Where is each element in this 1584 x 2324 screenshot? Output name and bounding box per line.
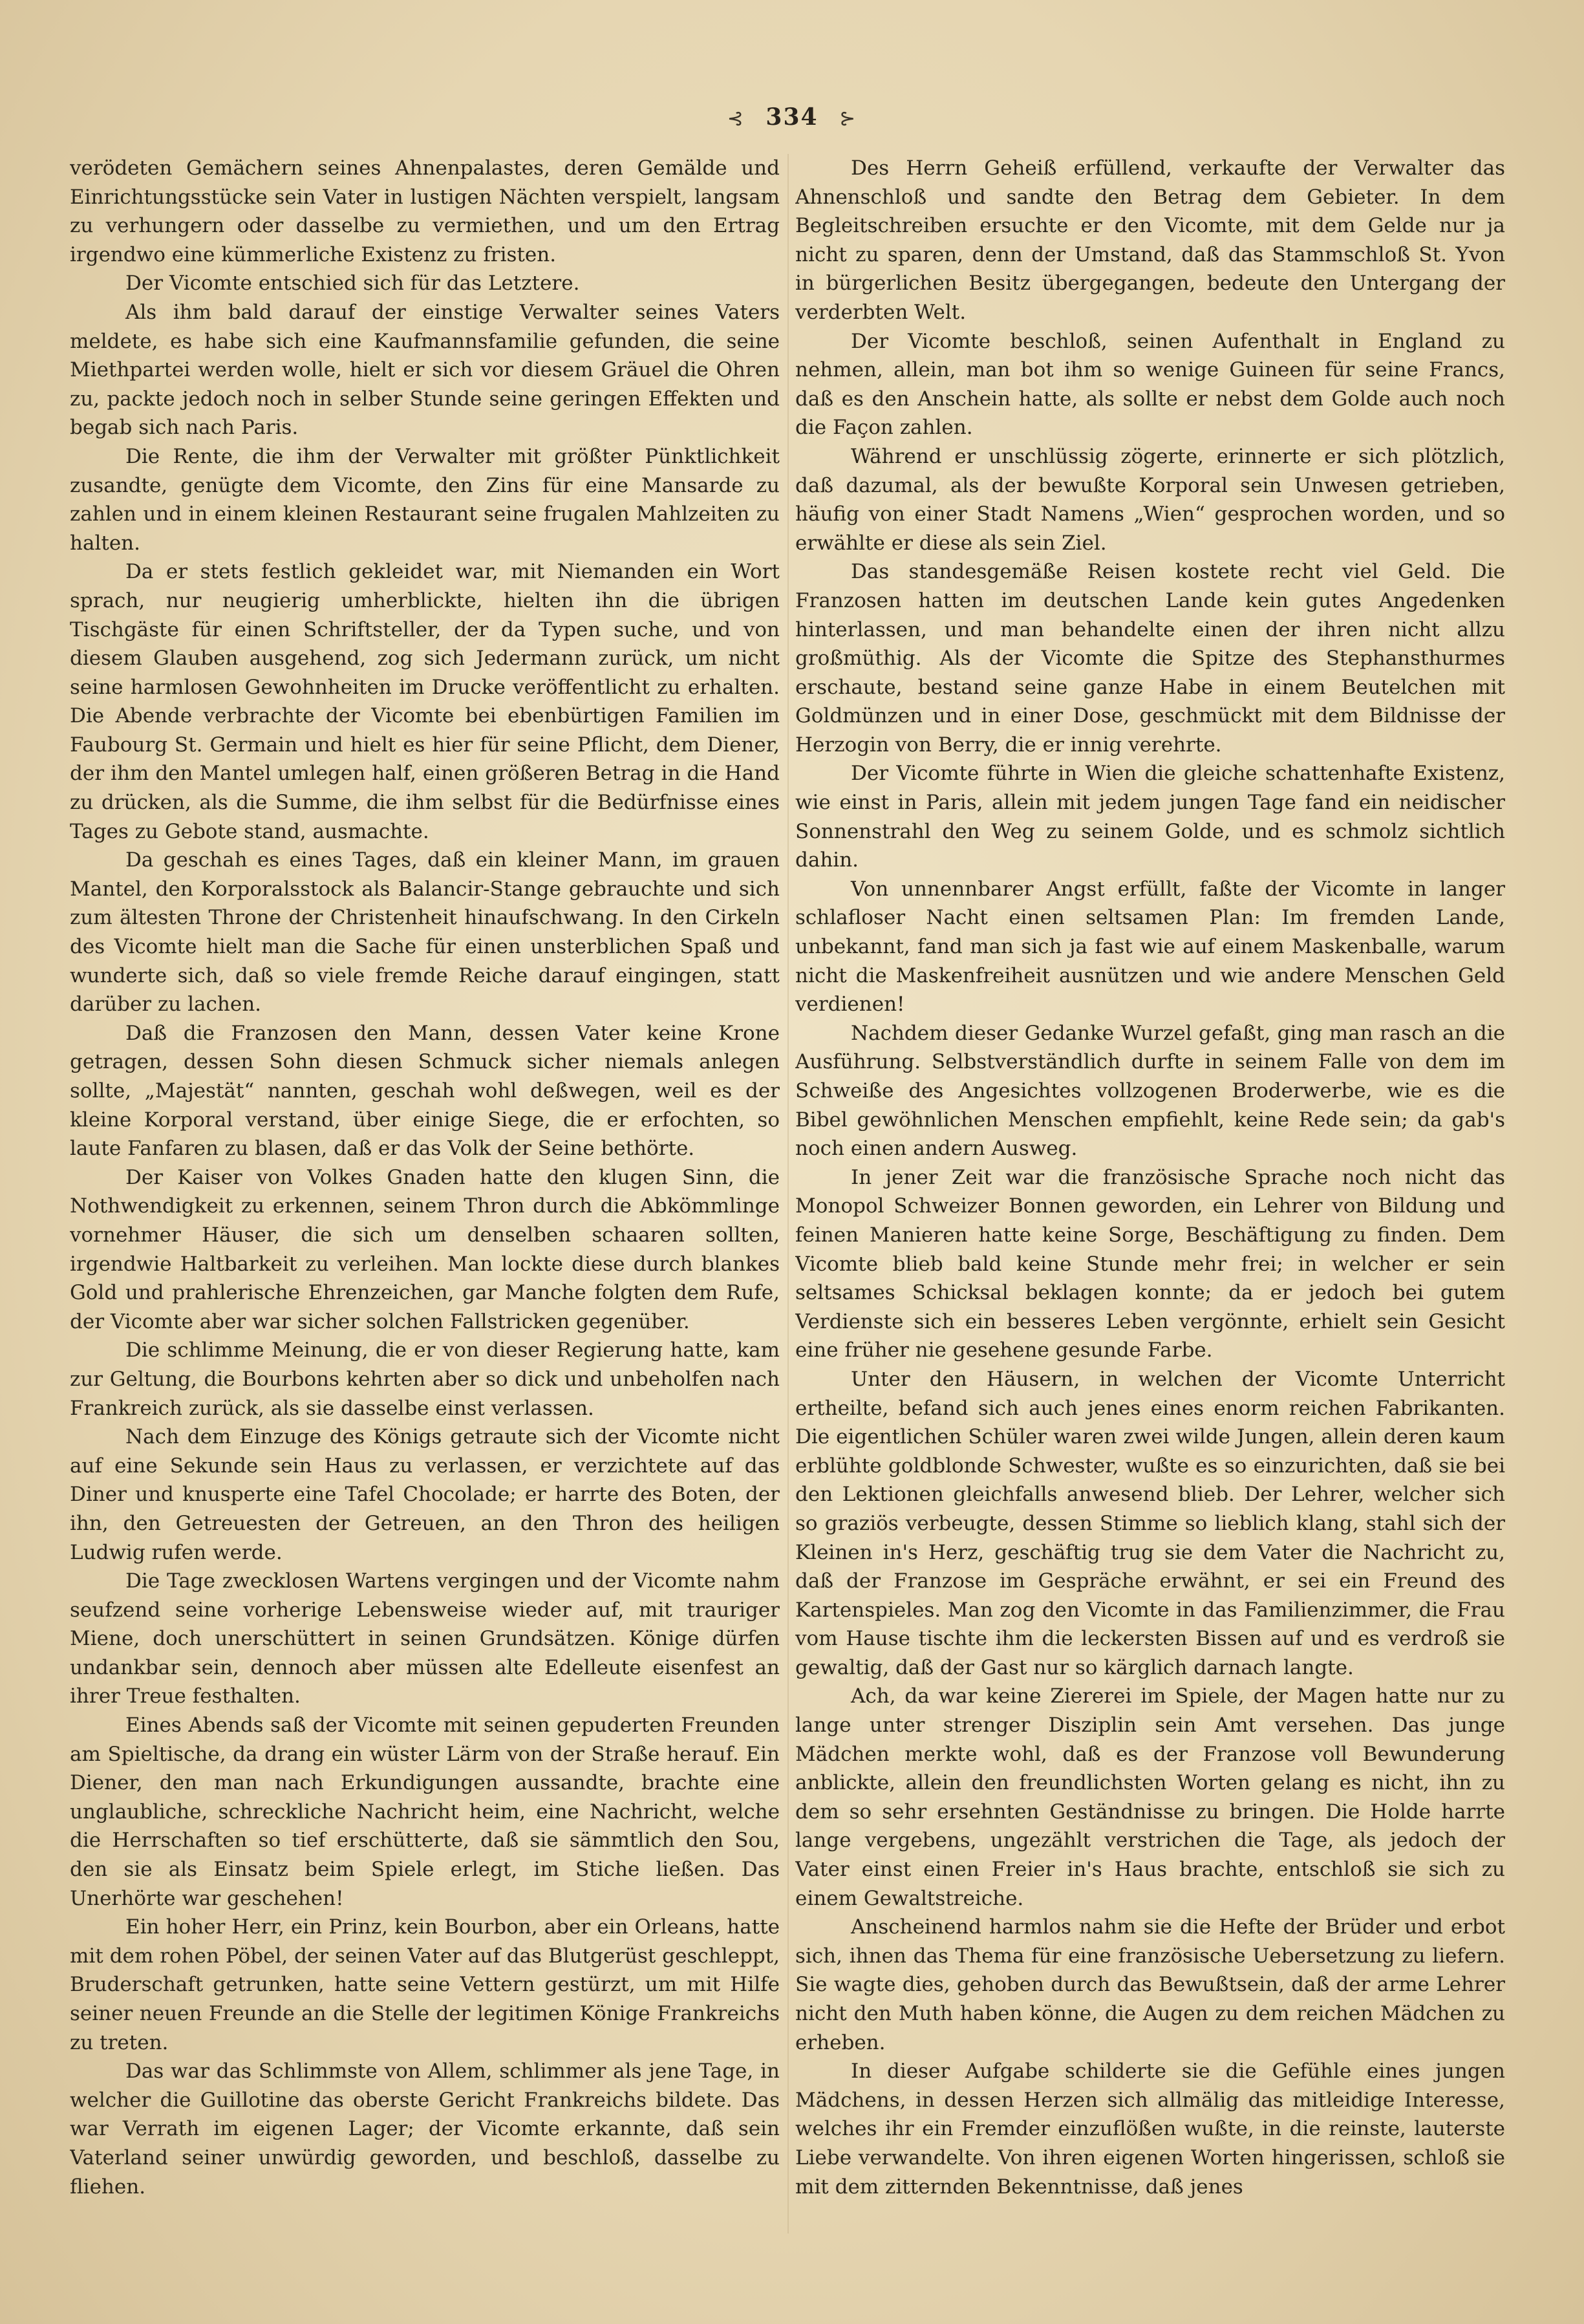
paragraph: Der Vicomte entschied sich für das Letztere. bbox=[125, 272, 580, 296]
paragraph: Das war das Schlimmste von Allem, schlimmer als jene Tage, in welcher die Guillotine das oberste Gericht Frankreichs bildete. Das war Verrath im eigenen Lager; der Vicomte erkannte, daß sein Vaterland seiner unwürdig geworden, und beschloß, dasselbe zu fliehen. bbox=[70, 2060, 780, 2199]
left-ornament-icon: ⊰ bbox=[727, 107, 745, 130]
paragraph: Der Kaiser von Volkes Gnaden hatte den klugen Sinn, die Nothwendigkeit zu erkennen, seinem Thron durch die Abkömmlinge vornehmer Häuser, die sich um denselben schaaren sollten, irgendwie Haltbarkeit zu verleihen. Man lockte diese durch blankes Gold und prahlerische Ehrenzeichen, gar Manche folgten dem Rufe, der Vicomte aber war sicher solchen Fallstricken gegenüber. bbox=[70, 1165, 780, 1333]
paragraph: Ach, da war keine Ziererei im Spiele, der Magen hatte nur zu lange unter strenger Disziplin sein Amt versehen. Das junge Mädchen merkte wohl, daß es der Franzose voll Bewunderung anblickte, allein den freundlichsten Worten gelang es nicht, ihn zu dem so sehr ersehnten Geständnisse zu bringen. Die Holde harrte lange vergebens, ungezählt verstrichen die Tage, als jedoch der Vater einst einen Freier in's Haus brachte, entschloß sie sich zu einem Gewaltstreiche. bbox=[795, 1684, 1505, 1910]
paragraph: Nach dem Einzuge des Königs getraute sich der Vicomte nicht auf eine Sekunde sein Haus zu verlassen, er verzichtete auf das Diner und knusperte eine Tafel Chocolade; er harrte des Boten, der ihn, den Getreuesten der Getreuen, an den Thron des heiligen Ludwig rufen werde. bbox=[70, 1425, 780, 1564]
paragraph: Nachdem dieser Gedanke Wurzel gefaßt, ging man rasch an die Ausführung. Selbstverständlich durfte in seinem Falle von dem im Schweiße des Angesichtes vollzogenen Broderwerbe, wie es die Bibel gewöhnlichen Menschen empfiehlt, keine Rede sein; da gab's noch einen andern Ausweg. bbox=[795, 1021, 1505, 1161]
right-column bbox=[795, 154, 1505, 2236]
paragraph: In dieser Aufgabe schilderte sie die Gefühle eines jungen Mädchens, in dessen Herzen sich allmälig das mitleidige Interesse, welches ihr ein Fremder einzuflößen wußte, in die reinste, lauterste Liebe verwandelte. Von ihren eigenen Worten hingerissen, schloß sie mit dem zitternden Bekenntnisse, daß jenes bbox=[795, 2060, 1505, 2199]
paragraph: Anscheinend harmlos nahm sie die Hefte der Brüder und erbot sich, ihnen das Thema für eine französische Uebersetzung zu liefern. Sie wagte dies, gehoben durch das Bewußtsein, daß der arme Lehrer nicht den Muth haben könne, die Augen zu dem reichen Mädchen zu erheben. bbox=[795, 1915, 1505, 2054]
paragraph: Die schlimme Meinung, die er von dieser Regierung hatte, kam zur Geltung, die Bourbons kehrten aber so dick und unbeholfen nach Frankreich zurück, als sie dasselbe einst verlassen. bbox=[70, 1339, 780, 1420]
paragraph: Die Rente, die ihm der Verwalter mit größter Pünktlichkeit zusandte, genügte dem Vicomte, den Zins für eine Mansarde zu zahlen und in einem kleinen Restaurant seine frugalen Mahlzeiten zu halten. bbox=[70, 444, 780, 555]
paragraph: Die Tage zwecklosen Wartens vergingen und der Vicomte nahm seufzend seine vorherige Lebensweise wieder auf, mit trauriger Miene, doch unerschüttert in seinen Grundsätzen. Könige dürfen undankbar sein, dennoch aber müssen alte Edelleute eisenfest an ihrer Treue festhalten. bbox=[70, 1569, 780, 1708]
page-header bbox=[0, 103, 1584, 131]
paragraph: Ein hoher Herr, ein Prinz, kein Bourbon, aber ein Orleans, hatte mit dem rohen Pöbel, der seinen Vater auf das Blutgerüst geschleppt, Bruderschaft getrunken, hatte seine Vettern gestürzt, um mit Hilfe seiner neuen Freunde an die Stelle der legitimen Könige Frankreichs zu treten. bbox=[70, 1915, 780, 2054]
right-ornament-icon: ⊱ bbox=[839, 107, 857, 130]
paragraph: Daß die Franzosen den Mann, dessen Vater keine Krone getragen, dessen Sohn diesen Schmuck sicher niemals anlegen sollte, „Majestät“ nannten, geschah wohl deßwegen, weil es der kleine Korporal verstand, über einige Siege, die er erfochten, so laute Fanfaren zu blasen, daß er das Volk der Seine bethörte. bbox=[70, 1021, 780, 1161]
paragraph: Als ihm bald darauf der einstige Verwalter seines Vaters meldete, es habe sich eine Kaufmannsfamilie gefunden, die seine Miethpartei werden wolle, hielt er sich vor diesem Gräuel die Ohren zu, packte jedoch noch in selber Stunde seine geringen Effekten und begab sich nach Paris. bbox=[70, 300, 780, 440]
paragraph: verödeten Gemächern seines Ahnenpalastes, deren Gemälde und Einrichtungsstücke sein Vater in lustigen Nächten verspielt, langsam zu verhungern oder dasselbe zu vermiethen, und um den Ertrag irgendwo eine kümmerliche Existenz zu fristen. bbox=[70, 156, 780, 266]
paragraph: Das standesgemäße Reisen kostete recht viel Geld. Die Franzosen hatten im deutschen Lande kein gutes Angedenken hinterlassen, und man behandelte einen der ihren nicht allzu großmüthig. Als der Vicomte die Spitze des Stephansthurmes erschaute, bestand seine ganze Habe in einem Beutelchen mit Goldmünzen und in einer Dose, geschmückt mit dem Bildnisse der Herzogin von Berry, die er innig verehrte. bbox=[795, 560, 1505, 757]
paragraph: In jener Zeit war die französische Sprache noch nicht das Monopol Schweizer Bonnen geworden, ein Lehrer von Bildung und feinen Manieren hatte keine Sorge, Beschäftigung zu finden. Dem Vicomte blieb bald keine Stunde mehr frei; in welcher er sein seltsames Schicksal beklagen konnte; da er jedoch bei gutem Verdienste sich ein besseres Leben vergönnte, erhielt sein Gesicht eine früher nie gesehene gesunde Farbe. bbox=[795, 1165, 1505, 1362]
paragraph: Unter den Häusern, in welchen der Vicomte Unterricht ertheilte, befand sich auch jenes eines enorm reichen Fabrikanten. Die eigentlichen Schüler waren zwei wilde Jungen, allein deren kaum erblühte goldblonde Schwester, wußte es so einzurichten, daß sie bei den Lektionen gleichfalls anwesend blieb. Der Lehrer, welcher sich so graziös verbeugte, dessen Stimme so lieblich klang, stahl sich der Kleinen in's Herz, geschäftig trug sie dem Vater die Nachricht zu, daß der Franzose im Gespräche erwähnt, er sei ein Freund des Kartenspieles. Man zog den Vicomte in das Familienzimmer, die Frau vom Hause tischte ihm die leckersten Bissen auf und es verdroß sie gewaltig, daß der Gast nur so kärglich darnach langte. bbox=[795, 1367, 1505, 1679]
page-number: 334 bbox=[765, 103, 819, 131]
column-divider bbox=[787, 154, 789, 2233]
paragraph: Während er unschlüssig zögerte, erinnerte er sich plötzlich, daß dazumal, als der bewußte Korporal sein Unwesen getrieben, häufig von einer Stadt Namens „Wien“ gesprochen worden, und so erwählte er diese als sein Ziel. bbox=[795, 444, 1505, 555]
paragraph: Der Vicomte beschloß, seinen Aufenthalt in England zu nehmen, allein, man bot ihm so wenige Guineen für seine Francs, daß es den Anschein hatte, als sollte er nebst dem Golde auch noch die Façon zahlen. bbox=[795, 329, 1505, 440]
paragraph: Der Vicomte führte in Wien die gleiche schattenhafte Existenz, wie einst in Paris, allein mit jedem jungen Tage fand ein neidischer Sonnenstrahl den Weg zu seinem Golde, und es schmolz sichtlich dahin. bbox=[795, 762, 1505, 872]
paragraph: Des Herrn Geheiß erfüllend, verkaufte der Verwalter das Ahnenschloß und sandte den Betrag dem Gebieter. In dem Begleitschreiben ersuchte er den Vicomte, mit dem Gelde nur ja nicht zu sparen, denn der Umstand, daß das Stammschloß St. Yvon in bürgerlichen Besitz übergegangen, bedeute den Untergang der verderbten Welt. bbox=[795, 156, 1505, 324]
paragraph: Da geschah es eines Tages, daß ein kleiner Mann, im grauen Mantel, den Korporalsstock als Balancir-Stange gebrauchte und sich zum ältesten Throne der Christenheit hinaufschwang. In den Cirkeln des Vicomte hielt man die Sache für einen unsterblichen Spaß und wunderte sich, daß so viele fremde Reiche darauf eingingen, statt darüber zu lachen. bbox=[70, 848, 780, 1017]
paragraph: Von unnennbarer Angst erfüllt, faßte der Vicomte in langer schlafloser Nacht einen seltsamen Plan: Im fremden Lande, unbekannt, fand man sich ja fast wie auf einem Maskenballe, warum nicht die Maskenfreiheit ausnützen und wie andere Menschen Geld verdienen! bbox=[795, 877, 1505, 1017]
paragraph: Eines Abends saß der Vicomte mit seinen gepuderten Freunden am Spieltische, da drang ein wüster Lärm von der Straße herauf. Ein Diener, den man nach Erkundigungen aussandte, brachte eine unglaubliche, schreckliche Nachricht heim, eine Nachricht, welche die Herrschaften so tief erschütterte, daß sie sämmtlich den Sou, den sie als Einsatz beim Spiele erlegt, im Stiche ließen. Das Unerhörte war geschehen! bbox=[70, 1714, 780, 1910]
paragraph: Da er stets festlich gekleidet war, mit Niemanden ein Wort sprach, nur neugierig umherblickte, hielten ihn die übrigen Tischgäste für einen Schriftsteller, der da Typen suche, und von diesem Glauben ausgehend, zog sich Jedermann zurück, um nicht seine harmlosen Gewohnheiten im Drucke veröffentlicht zu erhalten. Die Abende verbrachte der Vicomte bei ebenbürtigen Familien im Faubourg St. Germain und hielt es hier für seine Pflicht, dem Diener, der ihm den Mantel umlegen half, einen größeren Betrag in die Hand zu drücken, als die Summe, die ihm selbst für die Bedürfnisse eines Tages zu Gebote stand, ausmachte. bbox=[70, 560, 780, 843]
left-column bbox=[70, 154, 780, 2236]
